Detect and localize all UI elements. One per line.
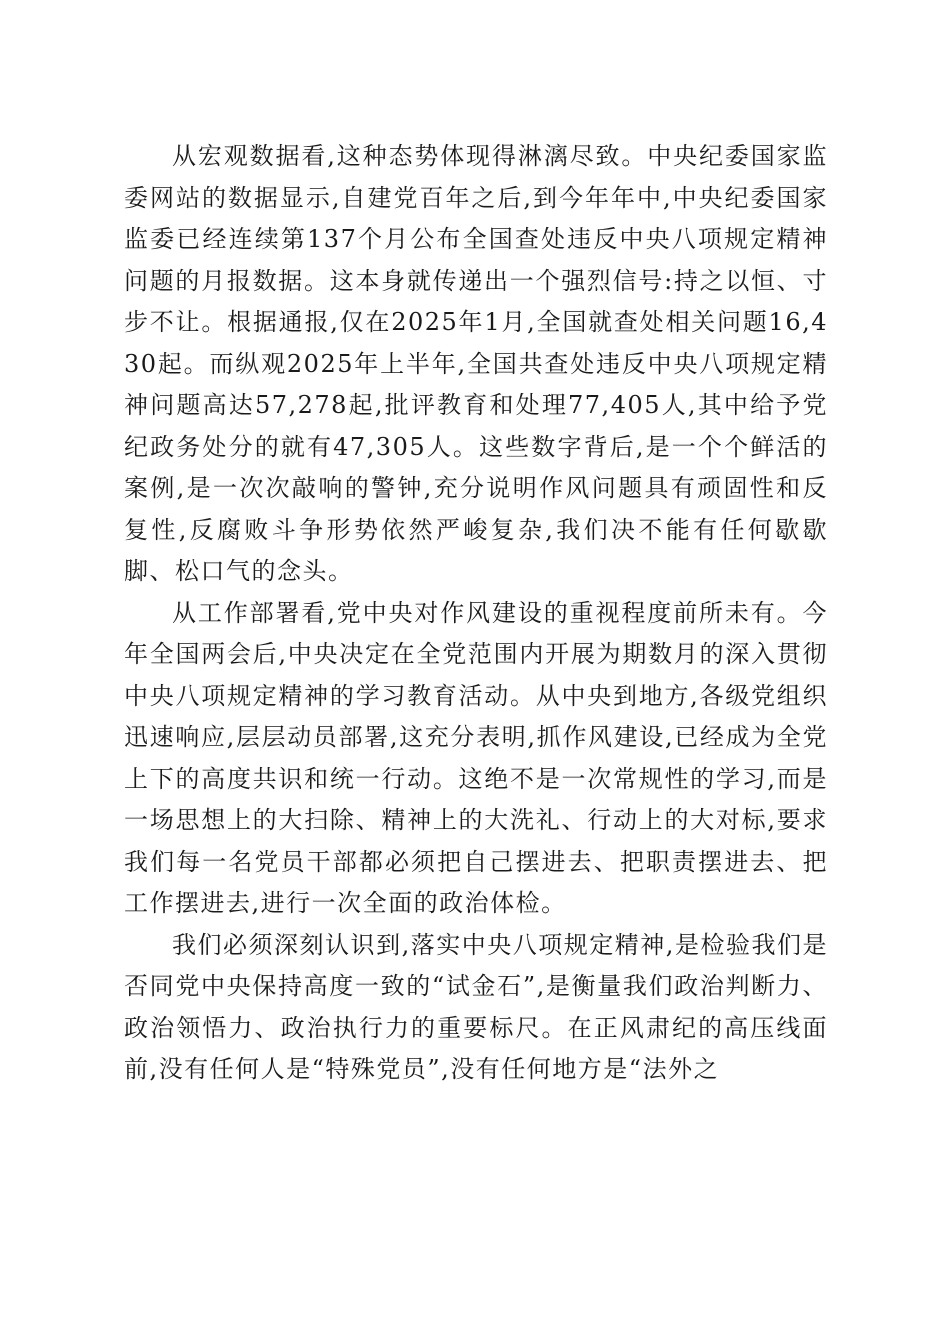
- paragraph-deep-understanding: 我们必须深刻认识到,落实中央八项规定精神,是检验我们是否同党中央保持高度一致的“试金石”,是衡量我们政治判断力、政治领悟力、政治执行力的重要标尺。在正风肃纪的高压线面前,没有任何人是“特殊党员”,没有任何地方是“法外之: [124, 930, 828, 1083]
- paragraph-work-deployment: 从工作部署看,党中央对作风建设的重视程度前所未有。今年全国两会后,中央决定在全党范围内开展为期数月的深入贯彻中央八项规定精神的学习教育活动。从中央到地方,各级党组织迅速响应,层层动员部署,这充分表明,抓作风建设,已经成为全党上下的高度共识和统一行动。这绝不是一次常规性的学习,而是一场思想上的大扫除、精神上的大洗礼、行动上的大对标,要求我们每一名党员干部都必须把自己摆进去、把职责摆进去、把工作摆进去,进行一次全面的政治体检。: [124, 598, 828, 917]
- body-text: [124, 136, 828, 1091]
- paragraph-macro-data: 从宏观数据看,这种态势体现得淋漓尽致。中央纪委国家监委网站的数据显示,自建党百年之后,到今年年中,中央纪委国家监委已经连续第137个月公布全国查处违反中央八项规定精神问题的月报数据。这本身就传递出一个强烈信号:持之以恒、寸步不让。根据通报,仅在2025年1月,全国就查处相关问题16,430起。而纵观2025年上半年,全国共查处违反中央八项规定精神问题高达57,278起,批评教育和处理77,405人,其中给予党纪政务处分的就有47,305人。这些数字背后,是一个个鲜活的案例,是一次次敲响的警钟,充分说明作风问题具有顽固性和反复性,反腐败斗争形势依然严峻复杂,我们决不能有任何歇歇脚、松口气的念头。: [124, 142, 828, 585]
